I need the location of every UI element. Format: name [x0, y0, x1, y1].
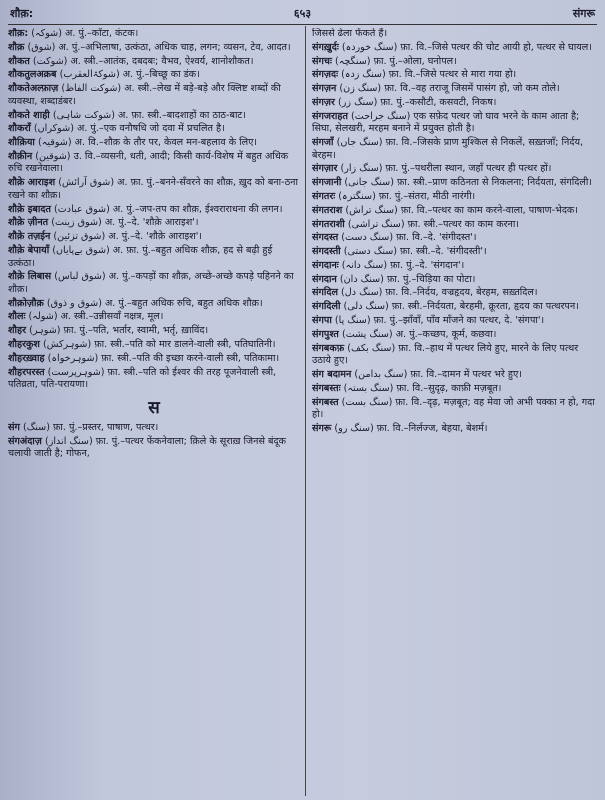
entry-definition: (سنگ رو) फ़ा. वि.–निर्लज्ज, बेहया, बेशर्म।: [334, 422, 488, 434]
dictionary-entry: [312, 163, 597, 176]
entry-headword: संगदस्ती: [312, 246, 341, 258]
entry-definition: जिससे ढेला फेंकते हैं।: [312, 28, 388, 39]
left-column: [8, 28, 300, 796]
dictionary-entry: [8, 56, 300, 69]
entry-definition: (شوہر) फ़ा. पुं.–पति, भर्तार, स्वामी, भर्तृ, ख़ाविंद।: [29, 325, 209, 337]
dictionary-entry: [312, 97, 597, 110]
dictionary-entry: [8, 367, 300, 392]
entry-definition: (شوکۃالعقرب) अ. पुं.–बिच्छू का डंक।: [59, 69, 200, 81]
dictionary-entry: [312, 111, 597, 136]
entry-headword: संगख़ुर्दः: [312, 41, 339, 53]
dictionary-entry: [312, 383, 597, 396]
entry-headword: संगअंदाज़: [8, 435, 42, 447]
dictionary-entry: [8, 436, 300, 461]
entry-headword: संगबस्त: [312, 396, 339, 408]
dictionary-entry: [8, 353, 300, 366]
dictionary-entry: [8, 217, 300, 230]
entry-headword: शौक़े इबादत: [8, 203, 51, 215]
dictionary-entry: [8, 271, 300, 296]
entry-definition: (سنگ دلی) फ़ा. स्त्री.–निर्दयता, बेरहमी, क्रूरता, हृदय का पत्थरपन।: [343, 301, 579, 313]
page-number: ६५३: [293, 7, 312, 20]
entry-definition: (شوہرپرست) फ़ा. स्त्री.–पति को ईश्वर की तरह पूजनेवाली स्त्री, पतिव्रता, पति-परायणा।: [8, 366, 277, 391]
entry-headword: संगदस्त: [312, 232, 339, 244]
dictionary-entry: [8, 311, 300, 324]
entry-definition: (شوکت) अ. स्त्री.–आतंक, दबदबः; वैभव, ऐश्वर्य, शानोशौकत।: [32, 55, 254, 67]
entry-headword: संगदानः: [312, 259, 339, 271]
entry-definition: (شوقین) उ. वि.–व्यसनी, धती, आदी; किसी कार्य-विशेष में बहुत अधिक रुचि रखनेवाला।: [8, 150, 289, 175]
entry-headword: संगतराशी: [312, 218, 345, 230]
entry-definition: (سنگ پشت) अ. पुं.–कच्छप, कूर्म, कछवा।: [341, 328, 497, 340]
entry-headword: शौकराँ: [8, 123, 31, 135]
dictionary-entry: [312, 191, 597, 204]
dictionary-entry: [8, 28, 300, 41]
dictionary-entry: [312, 137, 597, 162]
entry-headword: संग: [8, 421, 20, 433]
entry-headword: संगदिली: [312, 301, 341, 313]
entry-headword: संगपुश्त: [312, 328, 339, 340]
dictionary-entry: [8, 204, 300, 217]
entry-definition: (شوق تزئین) अ. पुं.–दे. 'शौक़े आराइश'।: [53, 231, 202, 243]
entry-headword: संगजानी: [312, 177, 342, 189]
entry-headword: संगपा: [312, 315, 332, 327]
entry-headword: शौक़े लिबास: [8, 271, 52, 283]
entry-headword: शौकते शाही: [8, 109, 50, 121]
dictionary-entry: [312, 246, 597, 259]
entry-definition: (شوقیہ) अ. वि.–शौक़ के तौर पर, केवल मन-बहलाव के लिए।: [37, 137, 258, 149]
dictionary-entry: [8, 298, 300, 311]
dictionary-entry: [312, 28, 597, 41]
dictionary-entry: [8, 422, 300, 435]
entry-headword: संगतरः: [312, 191, 336, 202]
entry-definition: (شوہرخواہ) फ़ा. स्त्री.–पति की इच्छा करने-वाली स्त्री, पतिकामा।: [47, 352, 280, 364]
entry-definition: (سنگ بست) फ़ा. वि.–दृढ़, मज़बूत; वह मेवा जो अभी पक्का न हो, गदा हो।: [312, 396, 595, 421]
entry-headword: शौहरपरस्त: [8, 366, 45, 378]
entry-headword: शौक़े ज़ीनत: [8, 217, 49, 229]
entry-headword: शौहर: [8, 325, 27, 337]
dictionary-entry: [312, 274, 597, 287]
entry-definition: (شوق عبادت) अ. पुं.–जप-तप का शौक़, ईश्वराराधना की लगन।: [54, 203, 283, 215]
entry-headword: शौहरकुश: [8, 339, 40, 351]
dictionary-entry: [8, 245, 300, 270]
entry-definition: (سنگ بکف) फ़ा. वि.–हाथ में पत्थर लिये हुए, मारने के लिए पत्थर उठाये हुए।: [312, 342, 579, 367]
column-divider: [305, 26, 306, 796]
dictionary-entry: [312, 397, 597, 422]
entry-definition: (سنگ دست) फ़ा. वि.–दे. 'संगीदस्त'।: [341, 232, 477, 244]
dictionary-entry: [312, 42, 597, 55]
entry-definition: (سنگ بدامن) फ़ा. वि.–दामन में पत्थर भरे हुए।: [354, 368, 522, 380]
dictionary-entry: [312, 301, 597, 314]
entry-definition: (شوکت الفاظ) अ. स्त्री.–लेख में बड़े-बड़े और क्लिष्ट शब्दों की व्यवस्था, शब्दाडंबर।: [8, 83, 281, 107]
dictionary-entry: [312, 83, 597, 96]
right-column: [312, 28, 597, 796]
entry-definition: (شوق زینت) अ. पुं.–दे. 'शौक़े आराइश'।: [51, 217, 199, 229]
entry-headword: शौकत: [8, 55, 30, 67]
dictionary-entry: [312, 369, 597, 382]
entry-headword: संगबकफ़: [312, 342, 345, 354]
dictionary-entry: [312, 177, 597, 190]
entry-definition: (سنگ زدہ) फ़ा. वि.–जिसे पत्थर से मारा गया हो।: [341, 69, 517, 81]
dictionary-entry: [312, 329, 597, 342]
entry-definition: (شوکہ) अ. पुं.–काँटा, कंटक।: [31, 28, 139, 39]
section-letter: स: [148, 397, 160, 418]
dictionary-entry: [312, 69, 597, 82]
entry-headword: शौक़े बेपायाँ: [8, 244, 50, 256]
entry-definition: (شوہرکش) फ़ा. स्त्री.–पति को मार डालने-वाली स्त्री, पतिघातिनी।: [42, 339, 276, 351]
entry-headword: शौक़िया: [8, 137, 35, 149]
entry-definition: (سنگ خوردہ) फ़ा. वि.–जिसे पत्थर की चोट आयी हो, पत्थर से घायल।: [341, 41, 592, 53]
dictionary-entry: [8, 151, 300, 176]
entry-headword: शौक़े आराइश: [8, 177, 56, 189]
entry-headword: संगतराश: [312, 204, 343, 216]
entry-definition: (سنگ تراش) फ़ा. वि.–पत्थर का काम करने-वाला, पाषाण-भेदक।: [345, 204, 578, 216]
entry-headword: संगबस्तः: [312, 382, 341, 394]
entry-headword: संग बदामन: [312, 368, 352, 380]
entry-headword: संगजराहत: [312, 110, 348, 122]
dictionary-entry: [8, 325, 300, 338]
entry-headword: संगदिल: [312, 287, 338, 299]
entry-headword: संगचः: [312, 55, 332, 67]
dictionary-entry: [8, 69, 300, 82]
dictionary-entry: [8, 177, 300, 202]
dictionary-entry: [312, 56, 597, 69]
dictionary-entry: [312, 205, 597, 218]
entry-definition: (شولہ) अ. स्त्री.–उन्नीसवाँ नक्षत्र, मूल।: [28, 311, 164, 323]
entry-headword: शौकतेअल्फ़ाज़: [8, 83, 59, 95]
entry-definition: (سنگ دل) फ़ा. वि.–निर्दय, वज्रहृदय, बेरहम, सख़्तदिल।: [341, 287, 538, 299]
entry-definition: (سنگ بستہ) फ़ा. वि.–सुदृढ़, काफ़ी मज़बूत।: [343, 382, 502, 394]
dictionary-entry: [312, 219, 597, 232]
dictionary-entry: [312, 315, 597, 328]
entry-headword: संगज़न: [312, 83, 337, 95]
entry-definition: (سنگ زار) फ़ा. पुं.–पथरीला स्थान, जहाँ पत्थर ही पत्थर हों।: [340, 163, 552, 175]
entry-headword: शौलः: [8, 311, 26, 323]
entry-definition: (سنگ جانی) फ़ा. स्त्री.–प्राण कठिनता से निकलना; निर्दयता, संगदिली।: [344, 177, 592, 189]
entry-definition: (سنگ جراحت) एक सफ़ेद पत्थर जो घाव भरने के काम आता है; सिघा, सेलखरी, मरहम बनाने में प्रयुक्त होती है।: [312, 110, 580, 135]
entry-definition: (سنگ دانہ) फ़ा. पुं.–दे. 'संगदान'।: [341, 259, 465, 271]
entry-definition: (سنگ دستی) फ़ा. स्त्री.–दे. 'संगीदस्ती'।: [343, 246, 487, 258]
dictionary-entry: [312, 232, 597, 245]
header-rule: [8, 24, 597, 25]
entry-headword: संगज़दः: [312, 69, 339, 81]
entry-headword: शौक़:: [8, 28, 29, 39]
entry-definition: (شوق لباس) अ. पुं.–कपड़ों का शौक़, अच्छे-अच्छे कपड़े पहिनने का शौक़।: [8, 271, 294, 295]
entry-headword: संगज़र: [312, 96, 335, 108]
entry-definition: (شوق و ذوق) अ. पुं.–बहुत अधिक रुचि, बहुत अधिक शौक़।: [46, 297, 263, 309]
entry-headword: संगज़ार: [312, 163, 338, 175]
entry-definition: (سنگترہ) फ़ा. पुं.–संतरा, मीठी नारंगी।: [338, 191, 476, 202]
dictionary-entry: [8, 42, 300, 55]
entry-headword: शौहरख़्वाह: [8, 352, 45, 364]
entry-headword: शौक़े तज़ईन: [8, 231, 51, 243]
dictionary-entry: [8, 123, 300, 136]
entry-definition: (شوکت شاہی) अ. फ़ा. स्त्री.–बादशाहों का ठाठ-बाट।: [52, 109, 246, 121]
entry-headword: शौक़ोज़ौक़: [8, 297, 44, 309]
entry-definition: (سنگ دان) फ़ा. पुं.–चिड़िया का पोटा।: [339, 273, 476, 285]
dictionary-entry: [312, 287, 597, 300]
entry-definition: (سنگ تراشی) फ़ा. स्त्री.–पत्थर का काम करना।: [347, 218, 519, 230]
entry-definition: (سنگ زن) फ़ा. वि.–वह तराजू जिसमें पासंग हो, जो कम तोले।: [339, 83, 560, 95]
entry-definition: (شوق) अ. पुं.–अभिलाषा, उत्कंठा, अधिक चाह, लगन; व्यसन, टेव, आदत।: [27, 41, 291, 53]
dictionary-entry: [8, 137, 300, 150]
entry-definition: (شوکراں) अ. पुं.–एक वनौषधि जो दवा में प्रचलित है।: [33, 123, 225, 135]
entry-definition: (سنگ انداز) फ़ा. पुं.–पत्थर फेंकनेवाला; क़िले के सूराख़ जिनसे बंदूक चलायी जाती है; गोफन,: [8, 435, 286, 460]
entry-headword: शौक़: [8, 41, 25, 53]
entry-definition: (سنگ جاں) फ़ा. वि.–जिसके प्राण मुश्किल से निकलें, सख़्तजाँ; निर्दय, बेरहम।: [312, 137, 584, 161]
entry-headword: शौकतुलअक्रब: [8, 69, 57, 81]
dictionary-entry: [312, 423, 597, 436]
entry-definition: (سنگ) फ़ा. पुं.–प्रस्तर, पाषाण, पत्थर।: [22, 421, 159, 433]
dictionary-entry: [312, 260, 597, 273]
dictionary-entry: [8, 83, 300, 108]
entry-headword: शौक़ीन: [8, 150, 33, 162]
header-right-guideword: संगरू: [572, 7, 595, 20]
dictionary-entry: [8, 231, 300, 244]
page-header: [10, 6, 595, 24]
dictionary-entry: [312, 343, 597, 368]
dictionary-entry: [8, 339, 300, 352]
entry-definition: (سنگچہ) फ़ा. पुं.–ओला, घनोपल।: [334, 55, 457, 67]
entry-headword: संगदान: [312, 273, 337, 285]
entry-definition: (سنگ زر) फ़ा. पुं.–कसौटी, कसवटी, निकष।: [338, 96, 497, 108]
entry-definition: (سنگ پا) फ़ा. पुं.–झाँवाँ, पाँव माँजने का पत्थर, दे. 'संगपा'।: [334, 315, 545, 327]
entry-definition: (شوق بےپایاں) अ. फ़ा. पुं.–बहुत अधिक शौक़, हद से बढ़ी हुई उत्कंठा।: [8, 244, 273, 269]
entry-headword: संगरू: [312, 422, 332, 434]
entry-headword: संगजाँ: [312, 137, 334, 149]
dictionary-entry: [8, 110, 300, 123]
header-left-guideword: शौक़:: [10, 7, 34, 20]
entry-definition: (شوق آرائش) अ. फ़ा. पुं.–बनने-सँवरने का शौक़, ख़ुद को बना-ठना रखने का शौक़।: [8, 177, 298, 201]
